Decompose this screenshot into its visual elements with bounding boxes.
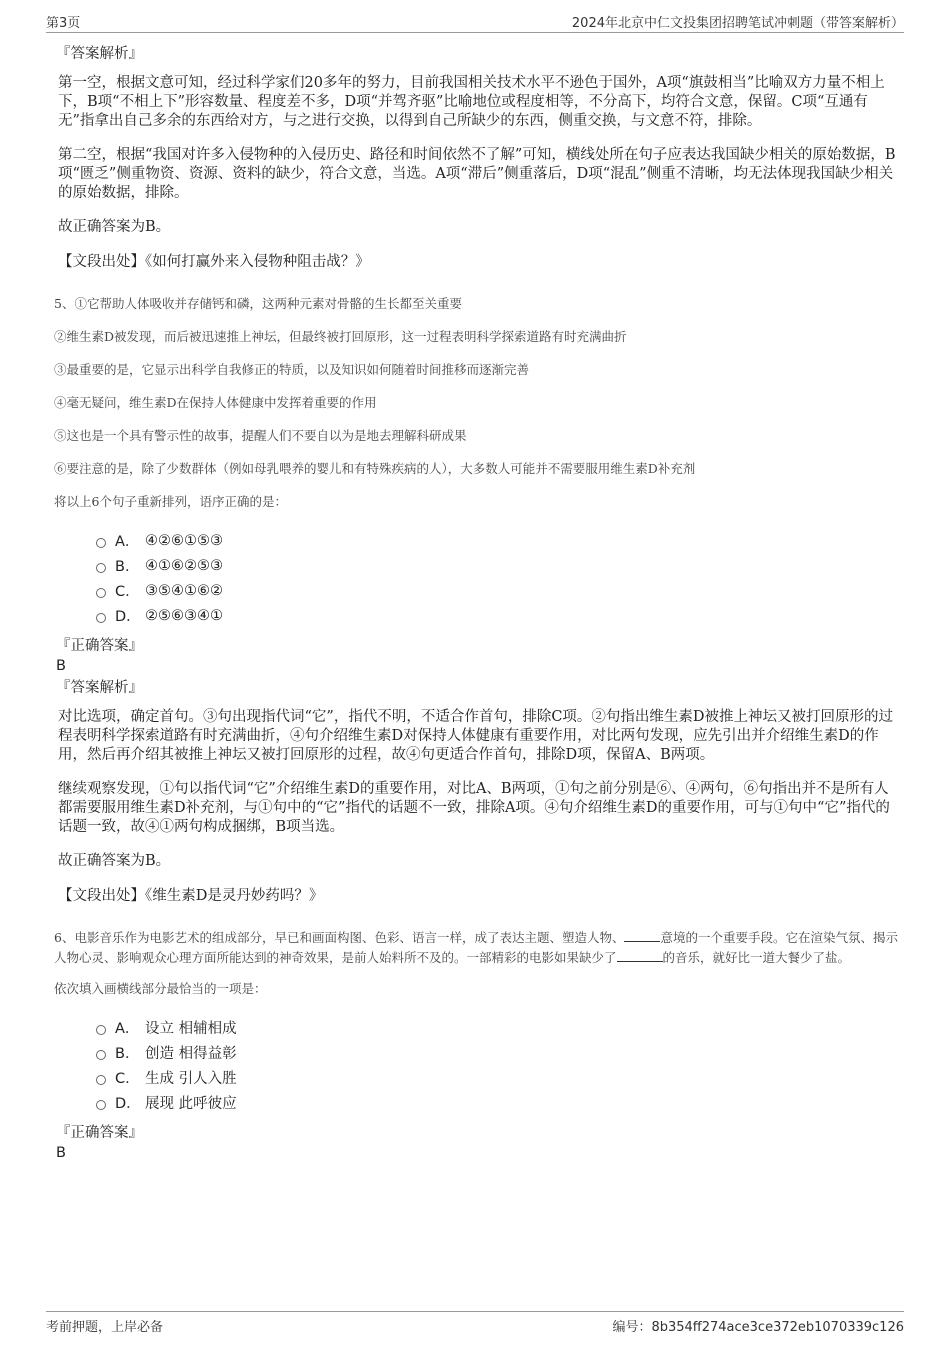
q6-option-c[interactable] bbox=[96, 1065, 902, 1090]
document-id: 编号：8b354ff274ace3ce372eb1070339c126 bbox=[612, 1320, 904, 1335]
q6-blank-2 bbox=[617, 948, 663, 962]
q5-options bbox=[96, 528, 902, 628]
q6-option-d[interactable] bbox=[96, 1090, 902, 1115]
option-text: 创造 相得益彰 bbox=[145, 1046, 237, 1062]
radio-icon[interactable] bbox=[96, 563, 106, 573]
q4-analysis-para-1: 第一空，根据文意可知，经过科学家们20多年的努力，目前我国相关技术水平不逊色于国外，A项“旗鼓相当”比喻双方力量不相上下，B项“不相上下”形容数量、程度差不多，D项“并驾齐驱”比喻地位或程度相等，不分高下，均符合文意，保留。C项“互通有无”指拿出自己多余的东西给对方，与之进行交换，以得到自己所缺少的东西，侧重交换，与文意不符，排除。 bbox=[58, 75, 885, 129]
q5-conclusion: 故正确答案为B。 bbox=[58, 853, 171, 869]
q5-option-a[interactable] bbox=[96, 528, 902, 553]
option-letter: C． bbox=[115, 1071, 140, 1087]
q6-option-a[interactable] bbox=[96, 1015, 902, 1040]
q5-source: 【文段出处】《维生素D是灵丹妙药吗？》 bbox=[58, 888, 324, 904]
q6-options bbox=[96, 1015, 902, 1115]
page-footer bbox=[46, 1311, 904, 1336]
q6-stem bbox=[54, 928, 902, 968]
q6-stem-part-1: 6、电影音乐作为电影艺术的组成部分，早已和画面构图、色彩、语言一样，成了表达主题、塑造人物、 bbox=[54, 930, 625, 945]
q6-option-b[interactable] bbox=[96, 1040, 902, 1065]
q5-sentence-4: ④毫无疑问，维生素D在保持人体健康中发挥着重要的作用 bbox=[54, 395, 377, 410]
option-letter: D． bbox=[115, 1096, 141, 1112]
q5-answer-label: 『正确答案』 bbox=[56, 638, 143, 654]
radio-icon[interactable] bbox=[96, 588, 106, 598]
q5-analysis-para-2: 继续观察发现，①句以指代词“它”介绍维生素D的重要作用，对比A、B两项，①句之前分别是⑥、④两句，⑥句指出并不是所有人都需要服用维生素D补充剂，与①句中的“它”指代的话题不一致，排除A项。④句介绍维生素D的重要作用，可与①句中“它”指代的话题一致，故④①两句构成捆绑，B项当选。 bbox=[58, 781, 890, 835]
option-letter: B． bbox=[115, 1046, 140, 1062]
q5-answer: B bbox=[56, 658, 66, 674]
q5-analysis-para-1: 对比选项，确定首句。③句出现指代词“它”，指代不明，不适合作首句，排除C项。②句指出维生素D被推上神坛又被打回原形的过程表明科学探索道路有时充满曲折，④句介绍维生素D对保持人体健康有重要作用，对比两句发现，应先引出并介绍维生素D的作用，然后再介绍其被推上神坛又被打回原形的过程，故④句更适合作首句，排除D项，保留A、B两项。 bbox=[58, 709, 894, 763]
option-text: ④②⑥①⑤③ bbox=[145, 532, 223, 549]
document-title: 2024年北京中仁文投集团招聘笔试冲刺题（带答案解析） bbox=[571, 16, 904, 31]
q6-stem-part-2: 意境的一个重要手段。它在渲染气氛、揭示人物心灵、影响观众心理方面所能达到的神奇效果，是前人始料所不及的。一部精彩的电影如果缺少了 bbox=[54, 930, 898, 965]
q5-option-d[interactable] bbox=[96, 603, 902, 628]
q6-answer: B bbox=[56, 1145, 66, 1161]
q6-blank-1 bbox=[624, 928, 660, 942]
q5-analysis-label: 『答案解析』 bbox=[56, 680, 143, 696]
q6-stem-part-3: 的音乐，就好比一道大餐少了盐。 bbox=[662, 950, 851, 965]
radio-icon[interactable] bbox=[96, 613, 106, 623]
q5-sentence-3: ③最重要的是，它显示出科学自我修正的特质，以及知识如何随着时间推移而逐渐完善 bbox=[54, 362, 530, 377]
q5-sentence-1: 5、①它帮助人体吸收并存储钙和磷，这两种元素对骨骼的生长都至关重要 bbox=[54, 296, 462, 311]
radio-icon[interactable] bbox=[96, 1075, 106, 1085]
q4-conclusion: 故正确答案为B。 bbox=[58, 219, 171, 235]
option-text: ④①⑥②⑤③ bbox=[145, 557, 223, 574]
q5-prompt: 将以上6个句子重新排列，语序正确的是： bbox=[54, 494, 287, 509]
option-text: 展现 此呼彼应 bbox=[145, 1096, 237, 1112]
q5-sentence-6: ⑥要注意的是，除了少数群体（例如母乳喂养的婴儿和有特殊疾病的人），大多数人可能并不需要服用维生素D补充剂 bbox=[54, 461, 696, 476]
option-letter: C． bbox=[115, 584, 140, 600]
option-text: ②⑤⑥③④① bbox=[145, 607, 223, 624]
q6-prompt: 依次填入画横线部分最恰当的一项是： bbox=[54, 981, 267, 996]
q5-option-c[interactable] bbox=[96, 578, 902, 603]
page-number: 第3页 bbox=[46, 16, 81, 31]
option-letter: B． bbox=[115, 559, 140, 575]
option-text: 生成 引人入胜 bbox=[145, 1071, 237, 1087]
q4-analysis-para-2: 第二空，根据“我国对许多入侵物种的入侵历史、路径和时间依然不了解”可知，横线处所在句子应表达我国缺少相关的原始数据，B项“匮乏”侧重物资、资源、资料的缺少，符合文意，当选。A项“滞后”侧重落后，D项“混乱”侧重不清晰，均无法体现我国缺少相关的原始数据，排除。 bbox=[58, 147, 896, 201]
option-text: 设立 相辅相成 bbox=[145, 1021, 237, 1037]
radio-icon[interactable] bbox=[96, 1025, 106, 1035]
radio-icon[interactable] bbox=[96, 538, 106, 548]
page-header bbox=[46, 8, 904, 33]
radio-icon[interactable] bbox=[96, 1050, 106, 1060]
q4-analysis-label: 『答案解析』 bbox=[56, 46, 143, 62]
q5-option-b[interactable] bbox=[96, 553, 902, 578]
radio-icon[interactable] bbox=[96, 1100, 106, 1110]
q5-sentence-5: ⑤这也是一个具有警示性的故事，提醒人们不要自以为是地去理解科研成果 bbox=[54, 428, 467, 443]
q5-sentence-2: ②维生素D被发现，而后被迅速推上神坛，但最终被打回原形，这一过程表明科学探索道路有时充满曲折 bbox=[54, 329, 627, 344]
q4-source: 【文段出处】《如何打赢外来入侵物种阻击战？》 bbox=[58, 254, 370, 270]
footer-slogan: 考前押题，上岸必备 bbox=[46, 1320, 164, 1335]
option-letter: D． bbox=[115, 609, 141, 625]
document-body bbox=[56, 44, 902, 1165]
q6-answer-label: 『正确答案』 bbox=[56, 1125, 143, 1141]
option-letter: A． bbox=[115, 534, 140, 550]
option-letter: A． bbox=[115, 1021, 140, 1037]
option-text: ③⑤④①⑥② bbox=[145, 582, 223, 599]
